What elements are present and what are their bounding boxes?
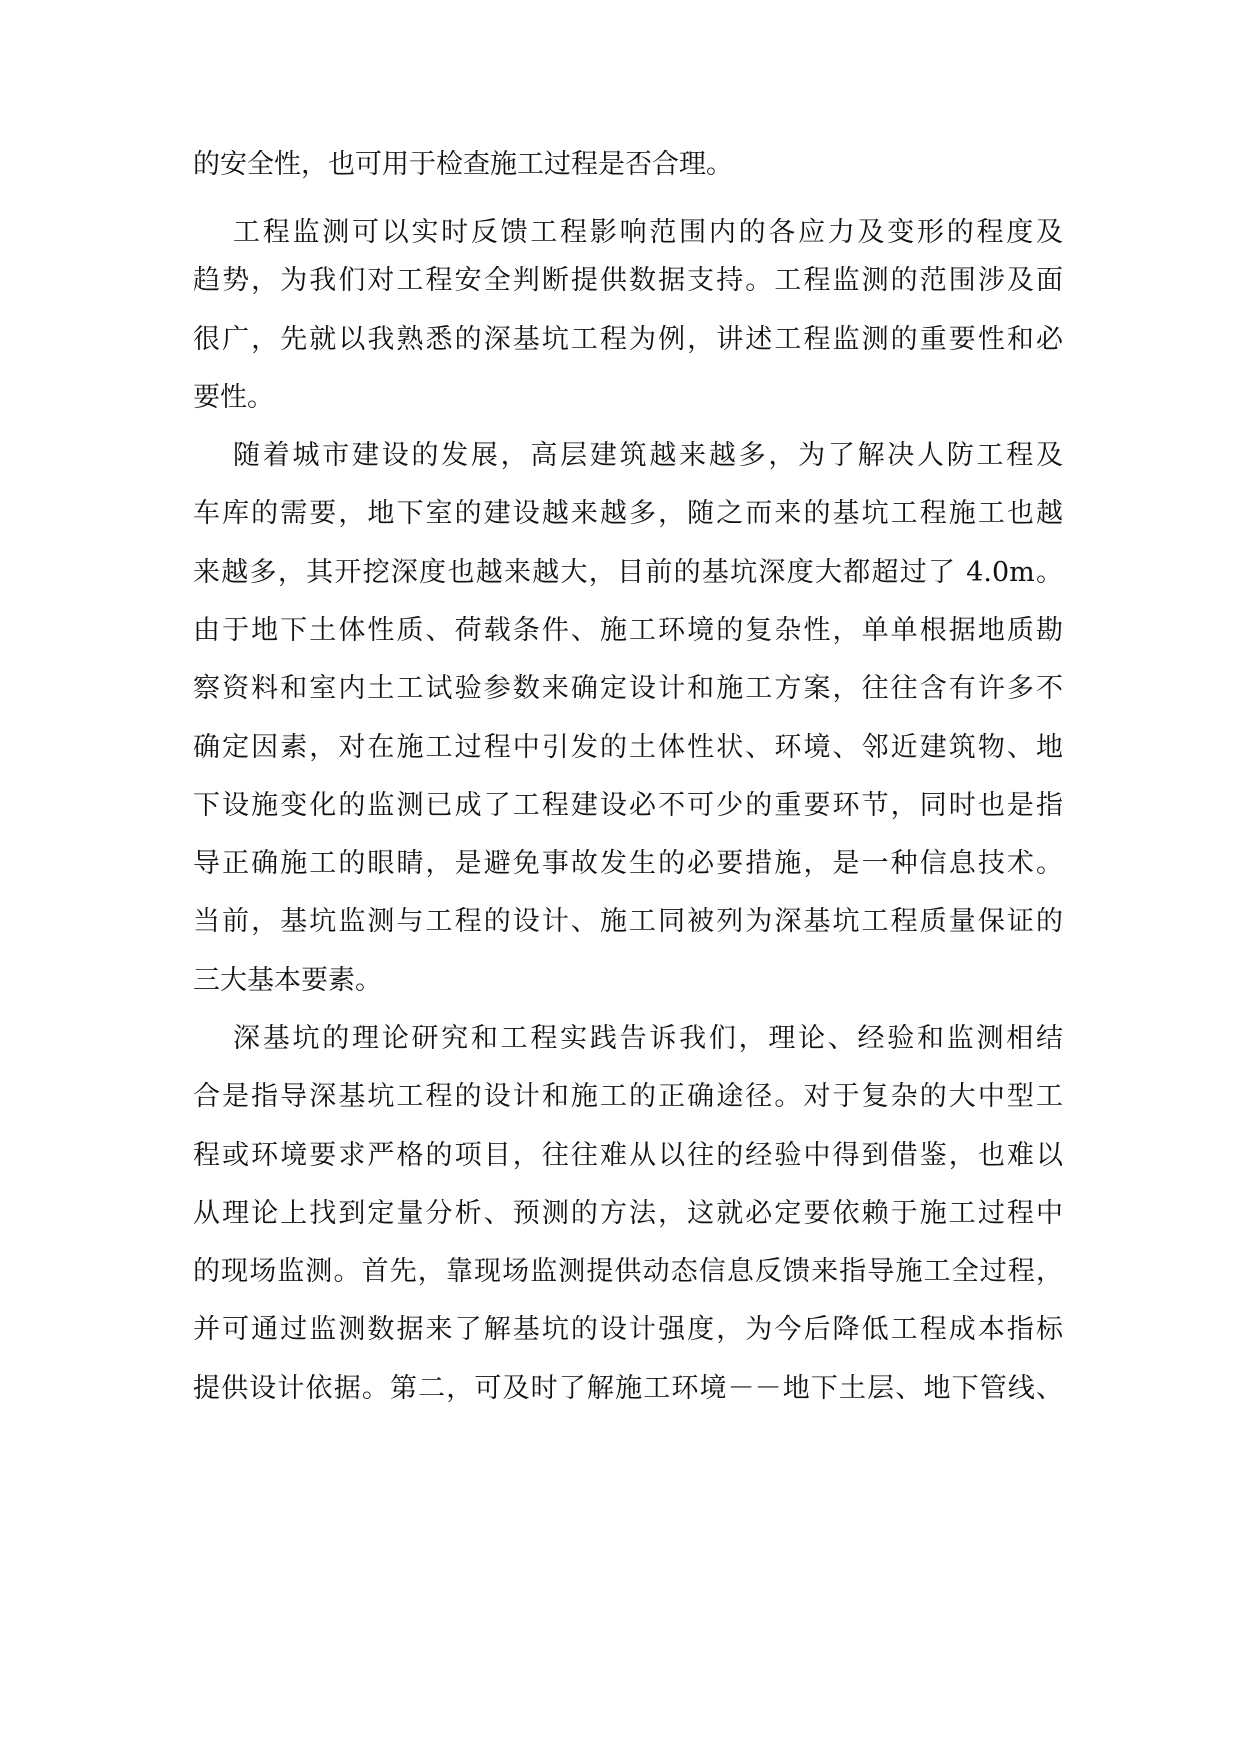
text-line: 的安全性，也可用于检查施工过程是否合理。	[193, 149, 733, 180]
text-line: 导正确施工的眼睛，是避免事故发生的必要措施，是一种信息技术。	[193, 848, 1063, 879]
paragraph-first-line: 工程监测可以实时反馈工程影响范围内的各应力及变形的程度及	[233, 217, 1063, 248]
text-line: 程或环境要求严格的项目，往往难从以往的经验中得到借鉴，也难以	[193, 1140, 1063, 1171]
text-line: 确定因素，对在施工过程中引发的土体性状、环境、邻近建筑物、地	[193, 732, 1063, 763]
text-line: 察资料和室内土工试验参数来确定设计和施工方案，往往含有许多不	[193, 673, 1063, 704]
text-line: 提供设计依据。第二，可及时了解施工环境－－地下土层、地下管线、	[193, 1373, 1063, 1404]
text-line: 下设施变化的监测已成了工程建设必不可少的重要环节，同时也是指	[193, 790, 1063, 821]
text-line: 由于地下土体性质、荷载条件、施工环境的复杂性，单单根据地质勘	[193, 615, 1063, 646]
text-line: 当前，基坑监测与工程的设计、施工同被列为深基坑工程质量保证的	[193, 906, 1063, 937]
text-line: 要性。	[193, 382, 274, 413]
text-line: 合是指导深基坑工程的设计和施工的正确途径。对于复杂的大中型工	[193, 1081, 1063, 1112]
text-line: 的现场监测。首先，靠现场监测提供动态信息反馈来指导施工全过程，	[193, 1256, 1063, 1287]
text-line: 趋势，为我们对工程安全判断提供数据支持。工程监测的范围涉及面	[193, 265, 1063, 296]
paragraph-first-line: 深基坑的理论研究和工程实践告诉我们，理论、经验和监测相结	[233, 1023, 1063, 1054]
paragraph-first-line: 随着城市建设的发展，高层建筑越来越多，为了解决人防工程及	[233, 440, 1063, 471]
text-line: 三大基本要素。	[193, 965, 382, 996]
text-line: 从理论上找到定量分析、预测的方法，这就必定要依赖于施工过程中	[193, 1198, 1063, 1229]
text-line: 很广，先就以我熟悉的深基坑工程为例，讲述工程监测的重要性和必	[193, 324, 1063, 355]
text-line: 车库的需要，地下室的建设越来越多，随之而来的基坑工程施工也越	[193, 498, 1063, 529]
text-line: 来越多，其开挖深度也越来越大，目前的基坑深度大都超过了 4.0m。	[193, 557, 1063, 588]
text-line: 并可通过监测数据来了解基坑的设计强度，为今后降低工程成本指标	[193, 1314, 1063, 1345]
